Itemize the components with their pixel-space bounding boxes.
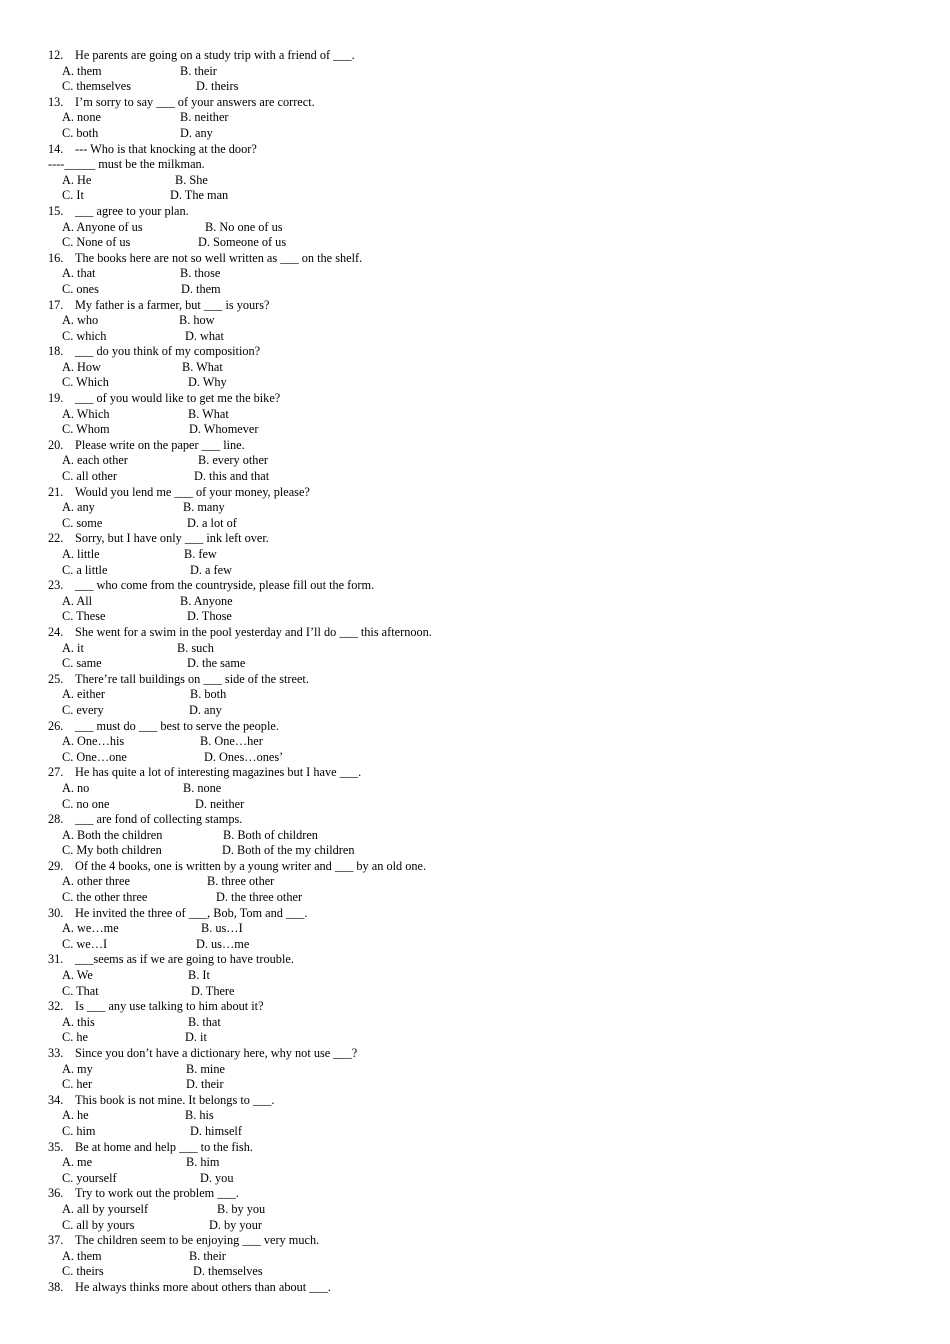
question-stem-line <box>48 859 908 875</box>
option-a: A. How <box>62 359 101 374</box>
question-stem: ___ must do ___ best to serve the people. <box>75 718 279 733</box>
question-stem-line <box>48 142 908 158</box>
option-b: B. those <box>180 266 221 281</box>
option-a: A. this <box>62 1014 95 1029</box>
option-b: B. Both of children <box>223 827 318 842</box>
options-row-ab <box>48 173 908 189</box>
question-stem: He parents are going on a study trip with a friend of ___. <box>75 48 355 62</box>
exercise-page <box>48 48 908 1296</box>
option-c: C. a little <box>62 562 108 577</box>
option-d: D. it <box>185 1030 207 1045</box>
option-b: B. their <box>189 1248 226 1263</box>
option-c: C. we…I <box>62 936 108 951</box>
option-c: C. every <box>62 702 104 717</box>
option-a: A. my <box>62 1061 93 1076</box>
option-c: C. That <box>62 983 99 998</box>
question-stem-line <box>48 391 908 407</box>
options-row-cd <box>48 1030 908 1046</box>
options-row-ab <box>48 500 908 516</box>
question-number: 25. <box>48 671 64 686</box>
question-stem-line <box>48 531 908 547</box>
question-number: 28. <box>48 812 64 827</box>
options-row-cd <box>48 797 908 813</box>
question-number: 38. <box>48 1279 64 1294</box>
option-a: A. we…me <box>62 921 119 936</box>
options-row-ab <box>48 968 908 984</box>
question-number: 17. <box>48 297 64 312</box>
option-c: C. themselves <box>62 79 131 94</box>
options-row-ab <box>48 1015 908 1031</box>
option-b: B. none <box>183 780 222 795</box>
question-stem: ___ of you would like to get me the bike? <box>75 391 281 406</box>
option-b: B. his <box>185 1108 214 1123</box>
option-a: A. that <box>62 266 96 281</box>
options-row-ab <box>48 828 908 844</box>
question-number: 30. <box>48 905 64 920</box>
options-row-ab <box>48 874 908 890</box>
option-c: C. Which <box>62 375 109 390</box>
option-c: C. ones <box>62 281 99 296</box>
option-d: D. Someone of us <box>198 235 287 250</box>
options-row-cd <box>48 469 908 485</box>
options-row-ab <box>48 360 908 376</box>
question-number: 12. <box>48 48 64 62</box>
option-d: D. what <box>185 328 224 343</box>
option-c: C. Whom <box>62 422 110 437</box>
option-b: B. him <box>186 1155 220 1170</box>
options-row-cd <box>48 937 908 953</box>
option-c: C. both <box>62 125 99 140</box>
options-row-cd <box>48 656 908 672</box>
option-b: B. It <box>188 968 210 983</box>
option-d: D. you <box>200 1170 234 1185</box>
question-stem: Sorry, but I have only ___ ink left over. <box>75 531 269 546</box>
options-row-cd <box>48 422 908 438</box>
option-d: D. themselves <box>193 1264 263 1279</box>
option-d: D. a few <box>190 562 232 577</box>
option-d: D. theirs <box>196 79 239 94</box>
options-row-ab <box>48 734 908 750</box>
option-c: C. the other three <box>62 890 148 905</box>
question-stem-line <box>48 485 908 501</box>
option-d: D. Those <box>187 609 232 624</box>
option-b: B. One…her <box>200 734 263 749</box>
question-stem: ___ do you think of my composition? <box>75 344 261 359</box>
option-c: C. These <box>62 609 106 624</box>
question-stem: My father is a farmer, but ___ is yours? <box>75 297 270 312</box>
option-d: D. Why <box>188 375 227 390</box>
option-b: B. three other <box>207 874 275 889</box>
question-number: 18. <box>48 344 64 359</box>
option-a: A. any <box>62 500 95 515</box>
options-row-ab <box>48 220 908 236</box>
option-a: A. other three <box>62 874 130 889</box>
options-row-ab <box>48 453 908 469</box>
question-stem-line <box>48 438 908 454</box>
question-stem-line <box>48 999 908 1015</box>
question-number: 19. <box>48 391 64 406</box>
question-stem-line <box>48 1093 908 1109</box>
question-stem: This book is not mine. It belongs to ___. <box>75 1092 275 1107</box>
option-b: B. mine <box>186 1061 225 1076</box>
question-reply: ----_____ must be the milkman. <box>48 157 205 172</box>
options-row-ab <box>48 921 908 937</box>
question-stem: --- Who is that knocking at the door? <box>75 141 257 156</box>
question-number: 21. <box>48 484 64 499</box>
option-d: D. neither <box>195 796 245 811</box>
option-c: C. It <box>62 188 84 203</box>
options-row-cd <box>48 1264 908 1280</box>
option-c: C. same <box>62 656 102 671</box>
option-d: D. any <box>189 702 222 717</box>
question-stem: There’re tall buildings on ___ side of the street. <box>75 671 309 686</box>
question-stem-line <box>48 906 908 922</box>
question-stem-line <box>48 95 908 111</box>
option-c: C. which <box>62 328 107 343</box>
options-row-ab <box>48 781 908 797</box>
question-number: 36. <box>48 1186 64 1201</box>
options-row-cd <box>48 703 908 719</box>
question-stem-line <box>48 1280 908 1296</box>
options-row-cd <box>48 890 908 906</box>
option-a: A. them <box>62 1248 102 1263</box>
options-row-cd <box>48 375 908 391</box>
question-stem: The books here are not so well written as ___ on the shelf. <box>75 250 363 265</box>
option-a: A. me <box>62 1155 93 1170</box>
question-number: 14. <box>48 141 64 156</box>
question-number: 27. <box>48 765 64 780</box>
question-stem: She went for a swim in the pool yesterday and I’ll do ___ this afternoon. <box>75 624 432 639</box>
option-d: D. any <box>180 125 213 140</box>
option-a: A. it <box>62 640 84 655</box>
option-c: C. him <box>62 1123 96 1138</box>
question-number: 34. <box>48 1092 64 1107</box>
options-row-cd <box>48 126 908 142</box>
options-row-ab <box>48 687 908 703</box>
option-d: D. Both of the my children <box>222 843 355 858</box>
options-row-cd <box>48 750 908 766</box>
question-number: 22. <box>48 531 64 546</box>
question-stem-line <box>48 765 908 781</box>
question-stem: Please write on the paper ___ line. <box>75 437 245 452</box>
question-number: 24. <box>48 624 64 639</box>
question-number: 29. <box>48 858 64 873</box>
option-c: C. One…one <box>62 749 127 764</box>
option-b: B. She <box>175 172 208 187</box>
question-number: 33. <box>48 1046 64 1060</box>
option-b: B. Anyone <box>180 593 233 608</box>
question-stem: He has quite a lot of interesting magazines but I have ___. <box>75 765 362 780</box>
option-b: B. their <box>180 63 217 78</box>
option-b: B. What <box>188 406 229 421</box>
option-b: B. every other <box>198 453 268 468</box>
option-c: C. None of us <box>62 235 131 250</box>
option-a: A. no <box>62 780 90 795</box>
question-stem-line <box>48 719 908 735</box>
question-number: 15. <box>48 203 64 218</box>
question-stem-line <box>48 251 908 267</box>
options-row-cd <box>48 563 908 579</box>
question-stem: Of the 4 books, one is written by a young writer and ___ by an old one. <box>75 858 427 873</box>
question-stem: ___seems as if we are going to have trouble. <box>75 952 294 967</box>
question-stem: He always thinks more about others than about ___. <box>75 1279 331 1294</box>
option-c: C. no one <box>62 796 110 811</box>
options-row-cd <box>48 984 908 1000</box>
option-a: A. All <box>62 593 93 608</box>
option-a: A. who <box>62 313 99 328</box>
option-d: D. Ones…ones’ <box>204 749 284 764</box>
option-d: D. a lot of <box>187 515 237 530</box>
options-row-cd <box>48 188 908 204</box>
options-row-ab <box>48 1202 908 1218</box>
option-a: A. he <box>62 1108 89 1123</box>
option-a: A. He <box>62 172 92 187</box>
options-row-cd <box>48 282 908 298</box>
question-stem-line <box>48 344 908 360</box>
question-stem-line <box>48 1233 908 1249</box>
option-c: C. yourself <box>62 1170 117 1185</box>
question-stem: ___ who come from the countryside, please fill out the form. <box>75 578 375 593</box>
options-row-cd <box>48 235 908 251</box>
question-stem: ___ are fond of collecting stamps. <box>75 812 243 827</box>
question-stem-line <box>48 578 908 594</box>
option-b: B. many <box>183 500 225 515</box>
option-a: A. We <box>62 968 93 983</box>
option-d: D. them <box>181 281 221 296</box>
question-number: 35. <box>48 1139 64 1154</box>
question-stem: Is ___ any use talking to him about it? <box>75 999 264 1014</box>
option-a: A. none <box>62 110 101 125</box>
options-row-cd <box>48 1077 908 1093</box>
question-stem: I’m sorry to say ___ of your answers are correct. <box>75 94 315 109</box>
question-stem-line <box>48 204 908 220</box>
option-a: A. little <box>62 547 100 561</box>
question-stem-line <box>48 672 908 688</box>
options-row-cd <box>48 1171 908 1187</box>
option-c: C. all other <box>62 469 117 484</box>
question-dialogue-line <box>48 157 908 173</box>
option-b: B. few <box>184 547 217 561</box>
option-d: D. Whomever <box>189 422 259 437</box>
question-stem-line <box>48 1140 908 1156</box>
option-c: C. he <box>62 1030 88 1045</box>
option-d: D. There <box>191 983 235 998</box>
option-b: B. how <box>179 313 215 328</box>
options-row-cd <box>48 1124 908 1140</box>
question-number: 16. <box>48 250 64 265</box>
option-c: C. some <box>62 515 103 530</box>
question-stem-line <box>48 812 908 828</box>
option-d: D. himself <box>190 1123 242 1138</box>
options-row-cd <box>48 329 908 345</box>
options-row-cd <box>48 79 908 95</box>
options-row-cd <box>48 516 908 532</box>
question-stem: ___ agree to your plan. <box>75 203 189 218</box>
option-b: B. such <box>177 640 214 655</box>
options-row-ab <box>48 407 908 423</box>
options-row-ab <box>48 594 908 610</box>
options-row-ab <box>48 547 908 563</box>
option-a: A. One…his <box>62 734 125 749</box>
option-b: B. What <box>182 359 223 374</box>
option-a: A. Both the children <box>62 827 163 842</box>
option-d: D. the three other <box>216 890 303 905</box>
question-stem: Be at home and help ___ to the fish. <box>75 1139 253 1154</box>
question-stem-line <box>48 625 908 641</box>
option-a: A. either <box>62 687 106 702</box>
question-stem: Would you lend me ___ of your money, please? <box>75 484 310 499</box>
option-a: A. Anyone of us <box>62 219 143 234</box>
option-d: D. by your <box>209 1217 262 1232</box>
option-b: B. neither <box>180 110 229 125</box>
question-number: 20. <box>48 437 64 452</box>
question-number: 37. <box>48 1233 64 1248</box>
option-d: D. The man <box>170 188 229 203</box>
question-stem-line <box>48 1046 908 1062</box>
question-stem: Since you don’t have a dictionary here, why not use ___? <box>75 1046 358 1060</box>
question-stem: Try to work out the problem ___. <box>75 1186 239 1201</box>
option-a: A. each other <box>62 453 128 468</box>
option-b: B. No one of us <box>205 219 283 234</box>
options-row-cd <box>48 843 908 859</box>
option-a: A. Which <box>62 406 110 421</box>
options-row-ab <box>48 1249 908 1265</box>
option-d: D. their <box>186 1077 224 1092</box>
option-d: D. us…me <box>196 936 250 951</box>
option-b: B. both <box>190 687 227 702</box>
question-stem: He invited the three of ___, Bob, Tom and ___. <box>75 905 308 920</box>
options-row-ab <box>48 641 908 657</box>
question-number: 32. <box>48 999 64 1014</box>
option-d: D. the same <box>187 656 246 671</box>
question-stem-line <box>48 952 908 968</box>
option-b: B. that <box>188 1014 221 1029</box>
options-row-cd <box>48 609 908 625</box>
options-row-cd <box>48 1218 908 1234</box>
options-row-ab <box>48 1108 908 1124</box>
options-row-ab <box>48 1062 908 1078</box>
question-number: 26. <box>48 718 64 733</box>
option-c: C. My both children <box>62 843 162 858</box>
options-row-ab <box>48 64 908 80</box>
option-b: B. us…I <box>201 921 243 936</box>
question-number: 13. <box>48 94 64 109</box>
options-row-ab <box>48 1155 908 1171</box>
option-b: B. by you <box>217 1201 266 1216</box>
question-number: 31. <box>48 952 64 967</box>
options-row-ab <box>48 313 908 329</box>
question-stem-line <box>48 298 908 314</box>
question-stem-line <box>48 48 908 64</box>
option-a: A. all by yourself <box>62 1201 149 1216</box>
question-stem-line <box>48 1186 908 1202</box>
option-c: C. all by yours <box>62 1217 135 1232</box>
options-row-ab <box>48 110 908 126</box>
option-d: D. this and that <box>194 469 270 484</box>
question-stem: The children seem to be enjoying ___ very much. <box>75 1233 320 1248</box>
option-c: C. theirs <box>62 1264 104 1279</box>
options-row-ab <box>48 266 908 282</box>
option-c: C. her <box>62 1077 93 1092</box>
option-a: A. them <box>62 63 102 78</box>
question-number: 23. <box>48 578 64 593</box>
